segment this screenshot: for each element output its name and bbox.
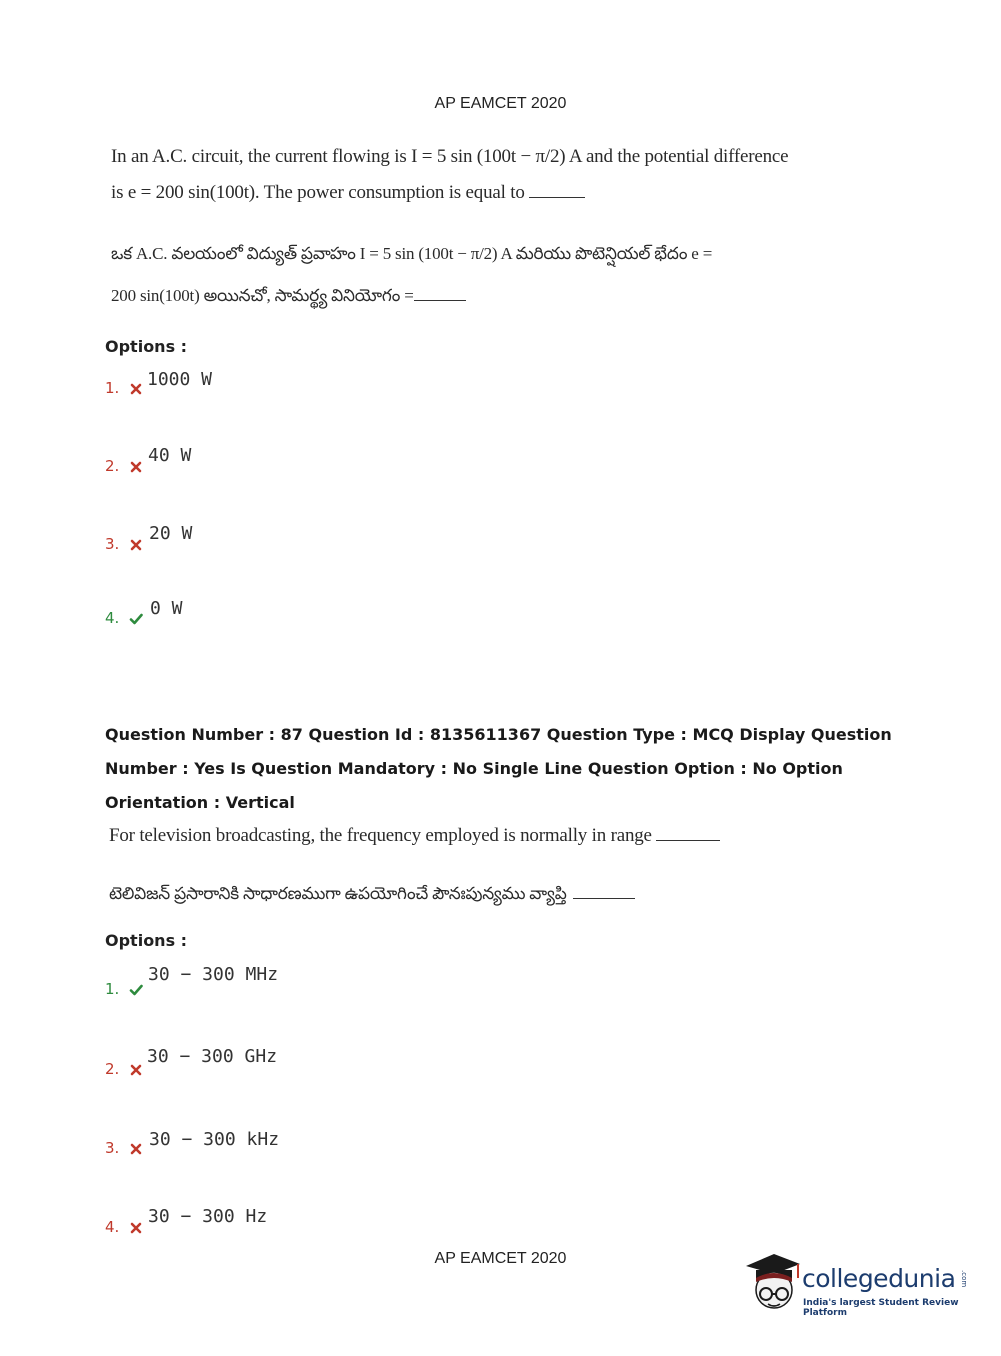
q1-te-text-a: ఒక A.C. వలయంలో విద్యుత్ ప్రవాహం: [111, 244, 360, 263]
q2-te-text: టెలివిజన్ ప్రసారానికి సాధారణముగా ఉపయోగించే పౌనఃపున్యము వ్యాప్తి: [109, 884, 567, 903]
cross-icon: [129, 1063, 143, 1077]
q1-english-line2: [111, 182, 585, 204]
cross-icon: [129, 382, 143, 396]
q2-option-3-value: 30 − 300 kHz: [149, 1129, 280, 1150]
q2-option-1[interactable]: [105, 979, 143, 998]
cross-icon: [129, 1221, 143, 1235]
q2-option-4[interactable]: [105, 1217, 143, 1236]
q2-option-1-value: 30 − 300 MHz: [148, 964, 279, 985]
q1-en-text-b: A and the potential difference: [565, 146, 789, 167]
q1-option-3[interactable]: [105, 534, 143, 553]
q2-meta: [105, 718, 925, 820]
q1-option-2-value: 40 W: [148, 445, 192, 466]
q1-en-text-line2: is e = 200 sin(100t). The power consumption is equal to: [111, 182, 530, 203]
option-number: 3.: [105, 1139, 120, 1157]
q1-telugu-line2: [111, 286, 466, 310]
q2-meta-line2: Number : Yes Is Question Mandatory : No Single Line Question Option : No Option: [105, 759, 843, 778]
check-icon: [129, 612, 143, 626]
option-number: 4.: [105, 1218, 120, 1236]
option-number: 3.: [105, 535, 120, 553]
q2-option-3[interactable]: [105, 1138, 143, 1157]
q1-en-formula: I = 5 sin (100t − π/2): [411, 146, 566, 167]
q1-te-text-b: A మరియు పొటెన్షియల్ భేదం e =: [497, 244, 713, 263]
mascot-icon: [742, 1252, 802, 1314]
q1-english-line1: [111, 146, 788, 168]
q1-option-1-value: 1000 W: [147, 369, 213, 390]
cross-icon: [129, 538, 143, 552]
answer-blank: [529, 197, 585, 198]
q2-en-text: For television broadcasting, the frequency employed is normally in range: [109, 825, 657, 846]
answer-blank: [656, 840, 720, 841]
q1-te-text-line2: 200 sin(100t) అయినచో, సామర్థ్య వినియోగం =: [111, 286, 414, 305]
answer-blank: [414, 300, 466, 301]
answer-blank: [573, 898, 635, 899]
q2-meta-line1: Question Number : 87 Question Id : 8135611367 Question Type : MCQ Display Question: [105, 725, 892, 744]
cross-icon: [129, 1142, 143, 1156]
check-icon: [129, 983, 143, 997]
q1-options-title: Options :: [105, 337, 188, 356]
q1-option-4[interactable]: [105, 608, 143, 627]
logo-tagline: India's largest Student Review Platform: [803, 1298, 959, 1318]
logo-suffix: .com: [960, 1270, 968, 1288]
option-number: 2.: [105, 1060, 120, 1078]
option-number: 1.: [105, 980, 120, 998]
option-number: 2.: [105, 457, 120, 475]
q2-option-4-value: 30 − 300 Hz: [148, 1206, 268, 1227]
q1-en-text-a: In an A.C. circuit, the current flowing is: [111, 146, 412, 167]
q2-english-text: [109, 825, 720, 847]
q2-option-2-value: 30 − 300 GHz: [147, 1046, 278, 1067]
logo-name: collegedunia: [802, 1264, 956, 1293]
q1-option-2[interactable]: [105, 456, 143, 475]
option-number: 1.: [105, 379, 120, 397]
q2-telugu-text: [109, 884, 635, 908]
collegedunia-logo: [740, 1248, 970, 1318]
q1-option-4-value: 0 W: [150, 598, 183, 619]
option-number: 4.: [105, 609, 120, 627]
q1-te-formula: I = 5 sin (100t − π/2): [359, 244, 498, 263]
q1-option-1[interactable]: [105, 378, 143, 397]
cross-icon: [129, 460, 143, 474]
q2-option-2[interactable]: [105, 1059, 143, 1078]
q1-telugu-line1: [111, 244, 712, 268]
q2-meta-line3: Orientation : Vertical: [105, 793, 295, 812]
q1-option-3-value: 20 W: [149, 523, 193, 544]
page-footer: AP EAMCET 2020: [434, 1250, 567, 1267]
page-header: AP EAMCET 2020: [434, 95, 567, 112]
q2-options-title: Options :: [105, 931, 188, 950]
